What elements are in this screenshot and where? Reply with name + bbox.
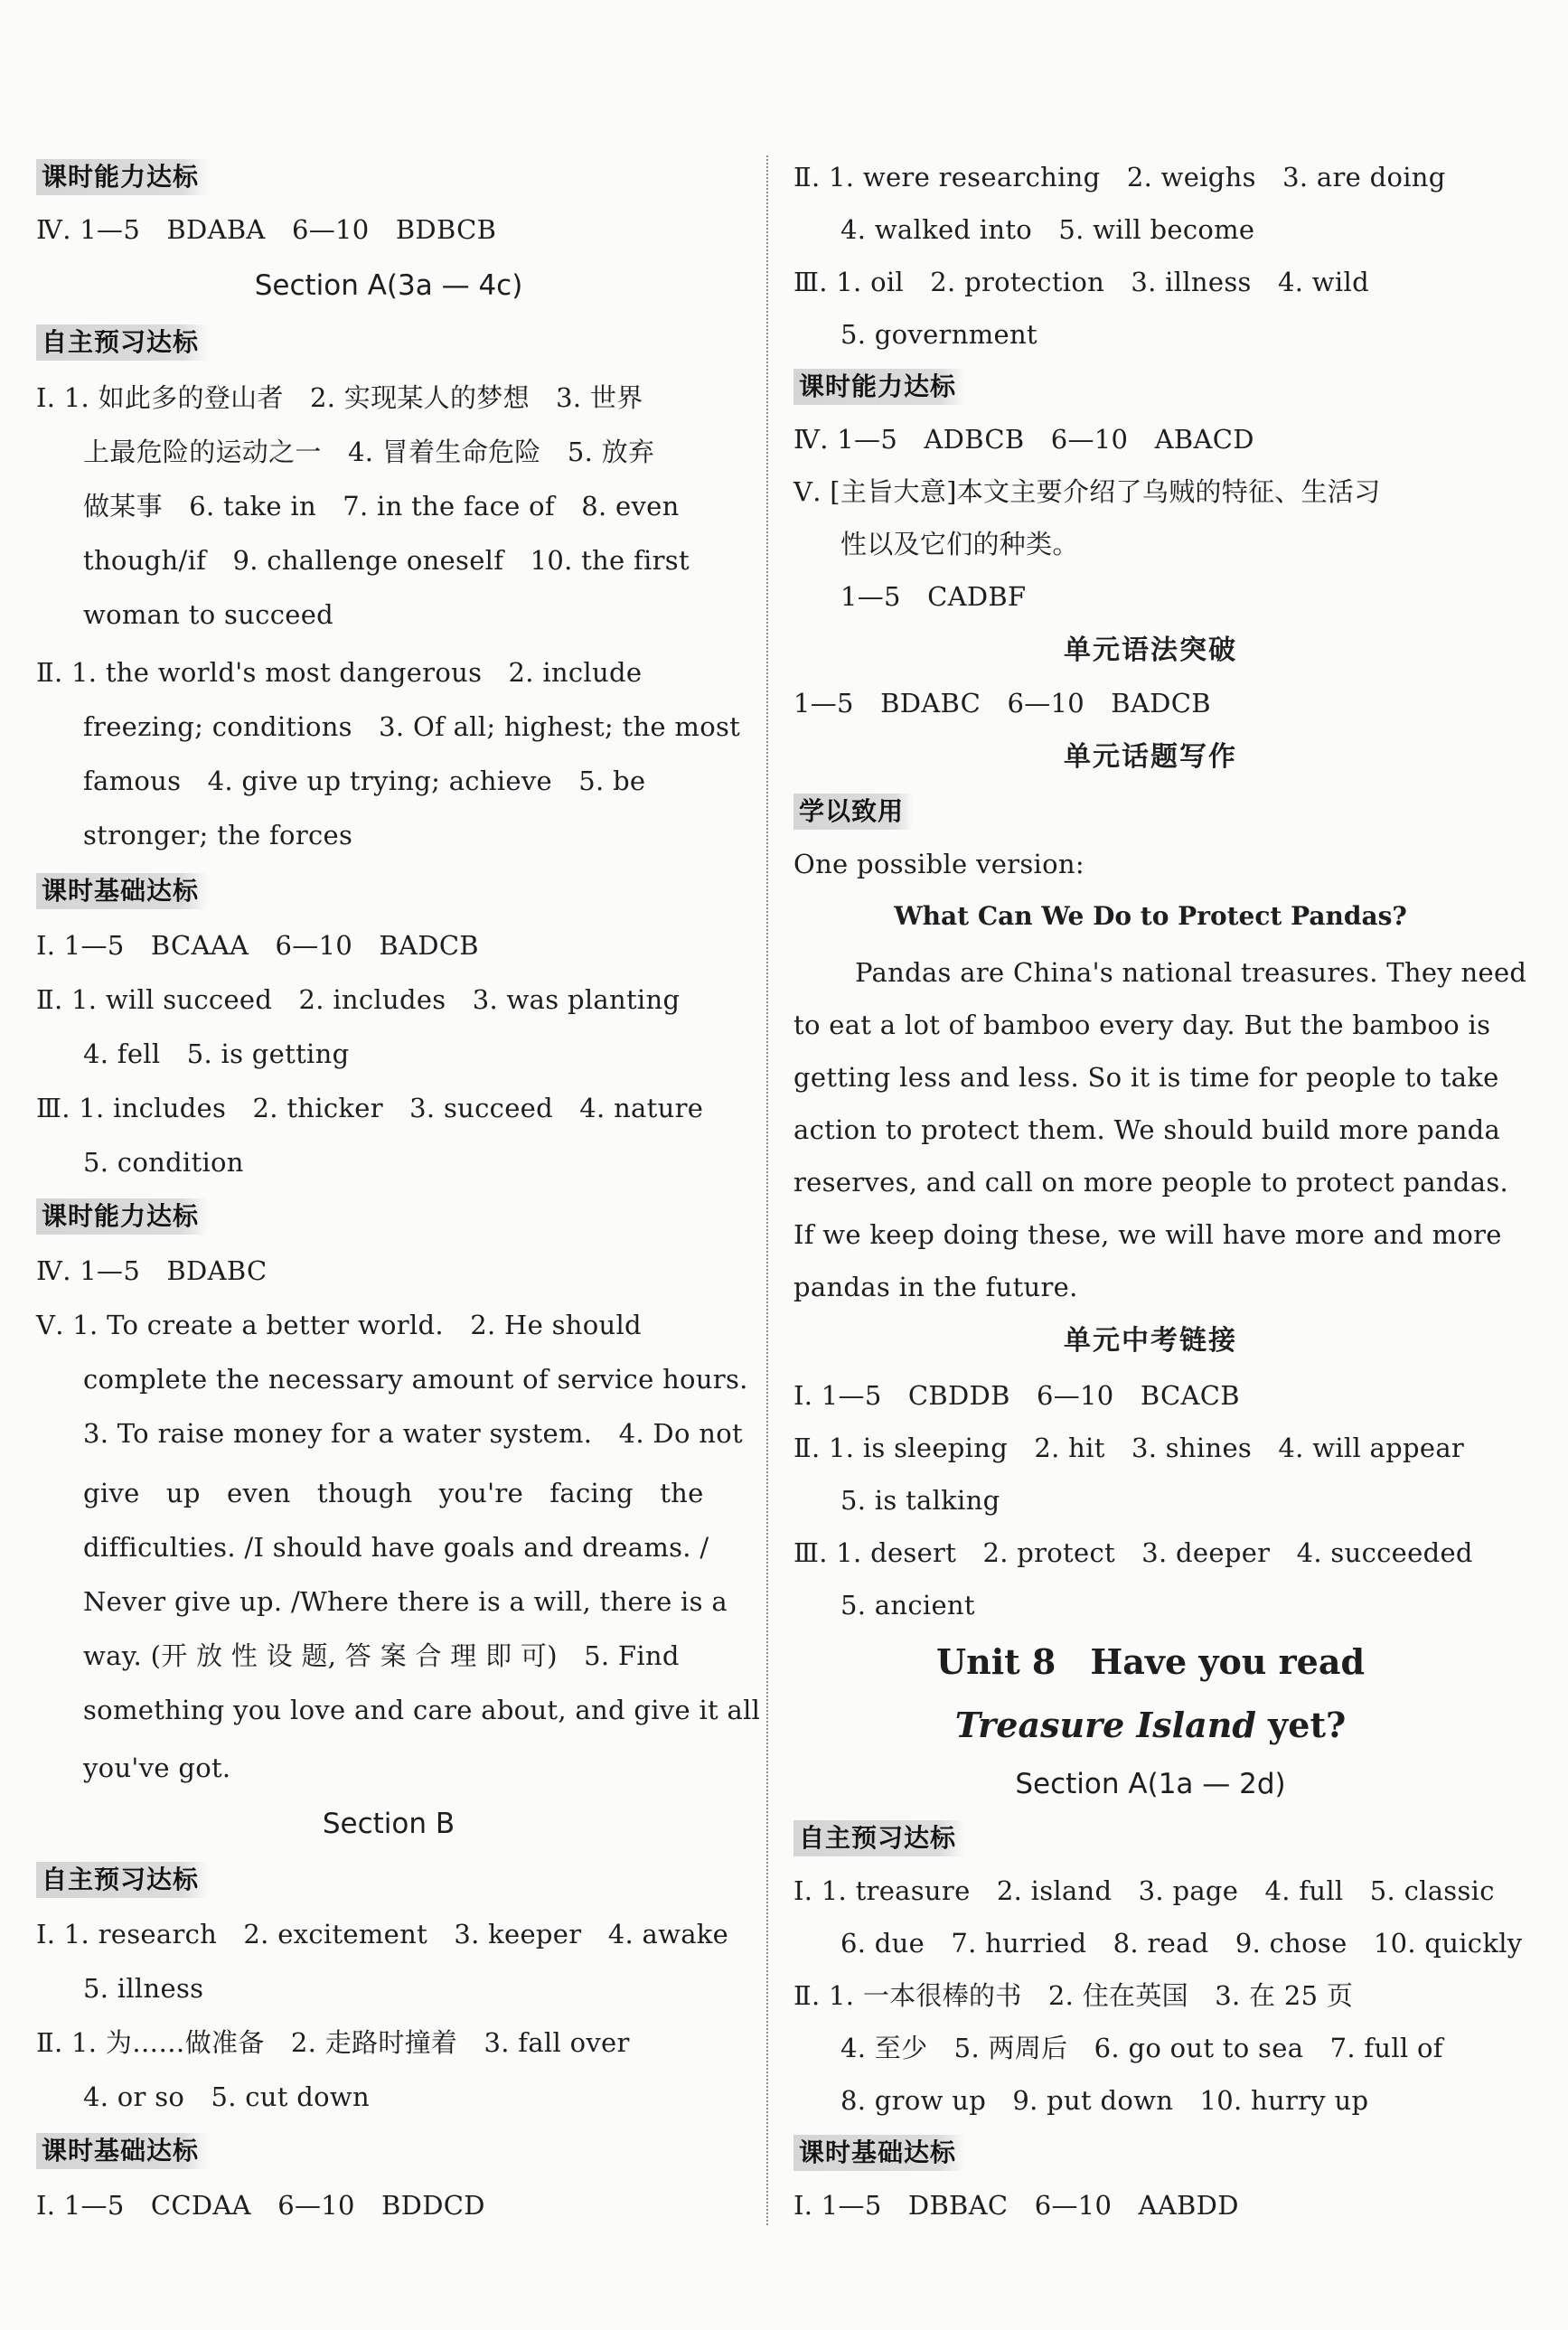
answer-line: Ⅳ. 1—5 ADBCB 6—10 ABACD — [793, 424, 1254, 455]
answer-line: you've got. — [83, 1752, 231, 1783]
essay-intro: One possible version: — [793, 849, 1084, 879]
unit-section-title: 单元语法突破 — [1064, 634, 1237, 666]
essay-line: to eat a lot of bamboo every day. But the bamboo is — [793, 1010, 1491, 1040]
answer-line: 4. 至少 5. 两周后 6. go out to sea 7. full of — [840, 2033, 1443, 2063]
answer-line: 做某事 6. take in 7. in the face of 8. even — [83, 491, 680, 521]
section-header: 自主预习达标 — [36, 324, 208, 361]
answer-line: 3. To raise money for a water system. 4. Do not — [83, 1418, 743, 1449]
answer-line: Ⅰ. 1—5 BCAAA 6—10 BADCB — [36, 930, 479, 961]
essay-line: action to protect them. We should build more panda — [793, 1114, 1501, 1145]
answer-line: freezing; conditions 3. Of all; highest; the most — [83, 711, 741, 742]
unit-section-title: 单元话题写作 — [1064, 741, 1237, 773]
essay-title: What Can We Do to Protect Pandas? — [894, 901, 1407, 931]
answer-line: give up even though you're facing the — [83, 1478, 704, 1508]
answer-line: woman to succeed — [83, 599, 334, 630]
answer-line: Ⅰ. 1. treasure 2. island 3. page 4. full 5. classic — [793, 1875, 1495, 1906]
section-header: 学以致用 — [793, 794, 913, 830]
answer-line: difficulties. /I should have goals and dreams. / — [83, 1532, 709, 1563]
answer-line: 性以及它们的种类。 — [840, 529, 1079, 559]
answer-line: Ⅱ. 1. will succeed 2. includes 3. was planting — [36, 984, 681, 1015]
answer-line: Ⅰ. 1. 如此多的登山者 2. 实现某人的梦想 3. 世界 — [36, 382, 643, 413]
answer-line: 4. fell 5. is getting — [83, 1038, 350, 1069]
section-header: 课时能力达标 — [36, 1198, 208, 1235]
essay-line: reserves, and call on more people to protect pandas. — [793, 1167, 1509, 1198]
section-header: 课时能力达标 — [36, 159, 208, 195]
answer-line: way. (开 放 性 设 题, 答 案 合 理 即 可) 5. Find — [83, 1640, 680, 1671]
answer-line: something you love and care about, and give it all — [83, 1695, 761, 1725]
answer-line: Ⅱ. 1. is sleeping 2. hit 3. shines 4. will appear — [793, 1433, 1465, 1463]
answer-line: Ⅱ. 1. the world's most dangerous 2. include — [36, 657, 643, 688]
section-header: 自主预习达标 — [793, 1820, 965, 1856]
answer-line: 4. walked into 5. will become — [840, 214, 1255, 245]
essay-line: Pandas are China's national treasures. They need — [855, 957, 1527, 988]
answer-line: 5. is talking — [840, 1485, 1000, 1516]
answer-line: Ⅱ. 1. were researching 2. weighs 3. are doing — [793, 162, 1446, 193]
answer-line: Ⅱ. 1. 为……做准备 2. 走路时撞着 3. fall over — [36, 2027, 630, 2058]
answer-line: famous 4. give up trying; achieve 5. be — [83, 766, 646, 796]
answer-line: 上最危险的运动之一 4. 冒着生命危险 5. 放弃 — [83, 437, 655, 467]
essay-line: getting less and less. So it is time for people to take — [793, 1062, 1499, 1093]
answer-line: Ⅳ. 1—5 BDABC — [36, 1255, 268, 1286]
column-divider — [766, 155, 768, 2225]
answer-line: Ⅱ. 1. 一本很棒的书 2. 住在英国 3. 在 25 页 — [793, 1980, 1354, 2011]
answer-line: 4. or so 5. cut down — [83, 2081, 370, 2112]
answer-line: 5. illness — [83, 1973, 204, 2004]
answer-line: Ⅲ. 1. desert 2. protect 3. deeper 4. succeeded — [793, 1537, 1473, 1568]
answer-line: Never give up. /Where there is a will, there is a — [83, 1586, 728, 1617]
answer-line: 6. due 7. hurried 8. read 9. chose 10. quickly — [840, 1928, 1523, 1959]
answer-line: 8. grow up 9. put down 10. hurry up — [840, 2085, 1369, 2116]
unit-title-line1: Unit 8 Have you read — [935, 1641, 1366, 1682]
book-title: Treasure Island — [954, 1705, 1256, 1745]
answer-line: Ⅰ. 1. research 2. excitement 3. keeper 4. awake — [36, 1919, 729, 1949]
answer-line: Ⅲ. 1. oil 2. protection 3. illness 4. wild — [793, 267, 1369, 297]
answer-line: stronger; the forces — [83, 820, 353, 850]
section-header: 课时能力达标 — [793, 369, 965, 405]
section-title: Section A(3a — 4c) — [254, 269, 523, 302]
answer-line: 5. government — [840, 319, 1038, 350]
essay-line: If we keep doing these, we will have more and more — [793, 1219, 1502, 1250]
answer-line: Ⅰ. 1—5 CCDAA 6—10 BDDCD — [36, 2190, 485, 2221]
section-title: Section A(1a — 2d) — [1015, 1768, 1286, 1800]
answer-line: 1—5 BDABC 6—10 BADCB — [793, 688, 1211, 719]
answer-line: though/if 9. challenge oneself 10. the first — [83, 545, 690, 576]
answer-line: Ⅰ. 1—5 CBDDB 6—10 BCACB — [793, 1380, 1240, 1411]
section-header: 课时基础达标 — [36, 873, 208, 909]
answer-line: Ⅳ. 1—5 BDABA 6—10 BDBCB — [36, 214, 497, 245]
answer-line: 1—5 CADBF — [840, 581, 1027, 612]
section-title: Section B — [322, 1808, 455, 1840]
answer-line: Ⅰ. 1—5 DBBAC 6—10 AABDD — [793, 2190, 1239, 2221]
section-header: 课时基础达标 — [793, 2135, 965, 2171]
answer-line: complete the necessary amount of service hours. — [83, 1364, 748, 1395]
answer-line: 5. ancient — [840, 1590, 975, 1621]
section-header: 自主预习达标 — [36, 1862, 208, 1898]
section-header: 课时基础达标 — [36, 2133, 208, 2169]
answer-line: Ⅲ. 1. includes 2. thicker 3. succeed 4. nature — [36, 1093, 704, 1123]
unit-section-title: 单元中考链接 — [1064, 1325, 1237, 1357]
unit-title-rest: yet? — [1255, 1705, 1347, 1745]
unit-title-line2 — [793, 1701, 1507, 1750]
answer-line: 5. condition — [83, 1147, 244, 1178]
answer-line: Ⅴ. 1. To create a better world. 2. He should — [36, 1310, 642, 1340]
answer-line: Ⅴ. [主旨大意]本文主要介绍了乌贼的特征、生活习 — [793, 476, 1381, 507]
essay-line: pandas in the future. — [793, 1272, 1078, 1302]
